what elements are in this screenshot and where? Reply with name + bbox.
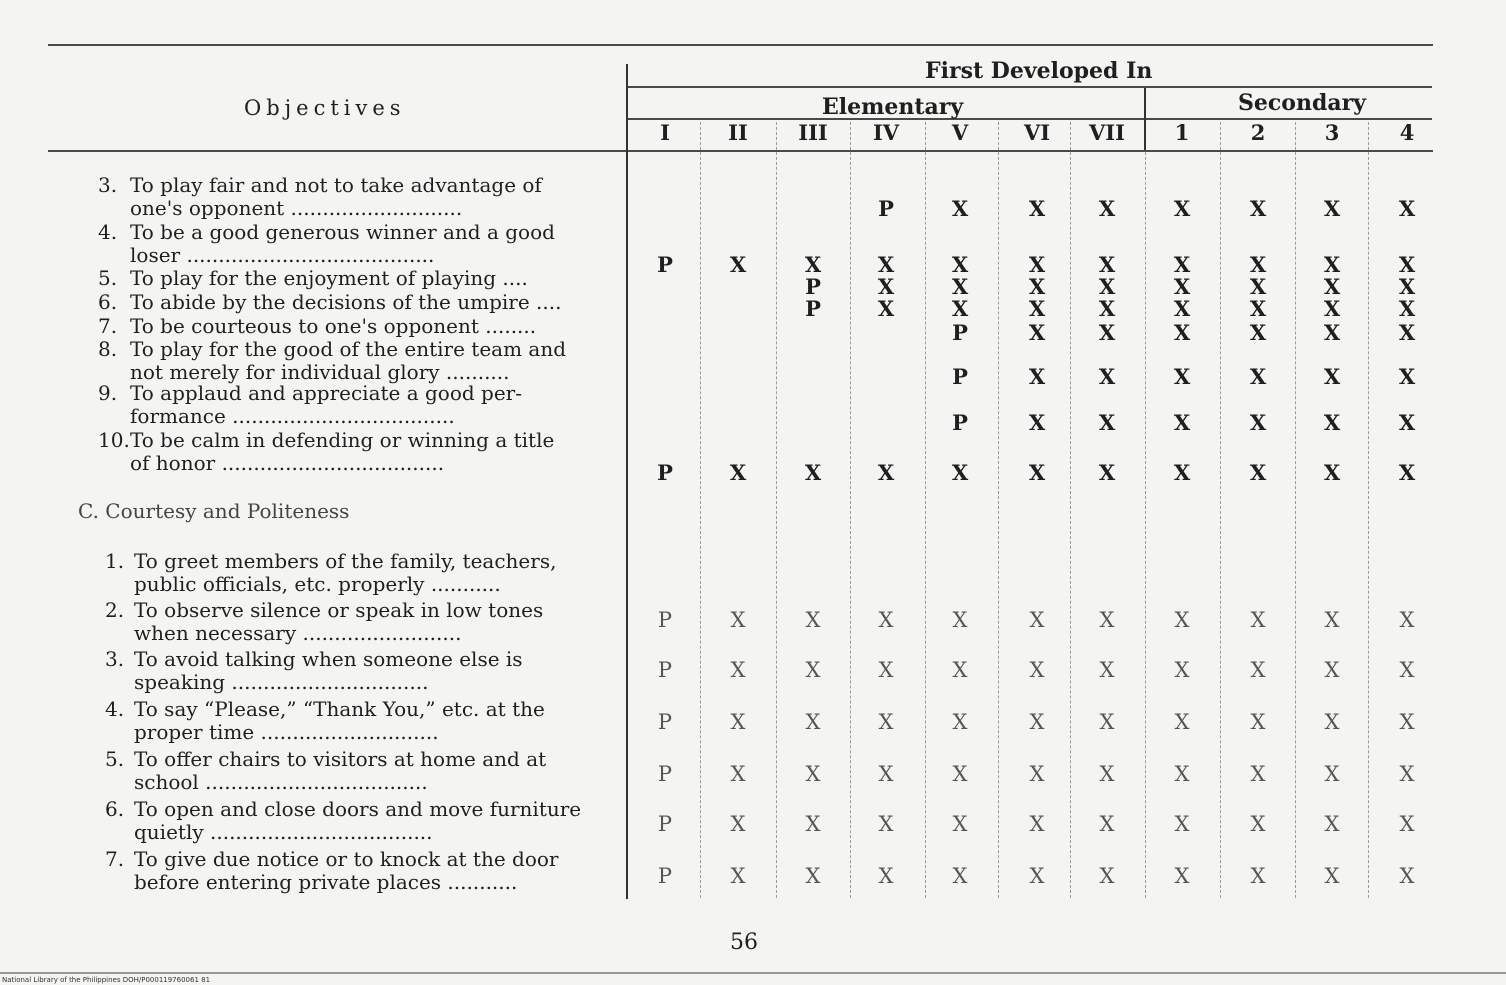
objective-text-line: of honor ...................................	[130, 451, 445, 475]
development-mark: X	[1398, 274, 1416, 299]
column-separator	[700, 122, 701, 898]
development-mark: X	[951, 460, 969, 485]
development-mark: X	[804, 252, 822, 277]
objective-text-line: speaking ...............................	[134, 670, 429, 694]
development-mark: P	[657, 710, 673, 734]
development-mark: X	[1324, 710, 1340, 734]
development-mark: P	[805, 296, 821, 321]
development-mark: X	[1173, 364, 1191, 389]
development-mark: X	[1323, 364, 1341, 389]
development-mark: X	[1323, 196, 1341, 221]
first-developed-in-heading: First Developed In	[925, 58, 1153, 84]
development-mark: X	[1323, 410, 1341, 435]
objective-text-line: formance ...................................	[130, 404, 455, 428]
development-mark: X	[1098, 410, 1116, 435]
objective-text-line: To play for the enjoyment of playing ....	[130, 266, 528, 290]
development-mark: X	[1174, 812, 1190, 836]
development-mark: X	[1098, 320, 1116, 345]
development-mark: X	[730, 812, 746, 836]
development-mark: X	[1399, 608, 1415, 632]
objective-number: 3.	[105, 647, 125, 671]
development-mark: X	[1029, 658, 1045, 682]
development-mark: X	[730, 710, 746, 734]
objective-number: 6.	[98, 290, 118, 314]
development-mark: X	[805, 864, 821, 888]
objective-number: 6.	[105, 797, 125, 821]
development-mark: X	[1174, 658, 1190, 682]
column-label-7: VII	[1089, 120, 1125, 145]
development-mark: X	[1323, 320, 1341, 345]
objective-number: 5.	[98, 266, 118, 290]
development-mark: X	[1099, 608, 1115, 632]
development-mark: X	[1399, 658, 1415, 682]
section-heading-courtesy: C. Courtesy and Politeness	[78, 499, 350, 523]
objective-text-line: To avoid talking when someone else is	[134, 647, 523, 671]
development-mark: X	[1173, 296, 1191, 321]
objective-text-line: To greet members of the family, teachers,	[134, 549, 557, 573]
development-mark: X	[1323, 274, 1341, 299]
development-mark: X	[951, 274, 969, 299]
development-mark: P	[657, 864, 673, 888]
development-mark: X	[1029, 762, 1045, 786]
development-mark: X	[1399, 864, 1415, 888]
development-mark: X	[1098, 460, 1116, 485]
development-mark: X	[1249, 410, 1267, 435]
column-label-3: III	[798, 120, 828, 145]
objective-number: 10.	[98, 428, 130, 452]
development-mark: X	[805, 812, 821, 836]
objective-text-line: To applaud and appreciate a good per-	[130, 381, 523, 405]
development-mark: X	[1249, 252, 1267, 277]
development-mark: X	[1249, 274, 1267, 299]
objective-text-line: To abide by the decisions of the umpire ....	[130, 290, 562, 314]
column-separator	[998, 122, 999, 898]
development-mark: P	[657, 762, 673, 786]
development-mark: X	[952, 762, 968, 786]
development-mark: X	[1028, 320, 1046, 345]
development-mark: X	[1029, 608, 1045, 632]
development-mark: X	[878, 762, 894, 786]
development-mark: X	[805, 658, 821, 682]
development-mark: X	[1398, 364, 1416, 389]
development-mark: X	[805, 608, 821, 632]
objectives-heading: Objectives	[244, 96, 406, 120]
development-mark: X	[1098, 296, 1116, 321]
development-mark: X	[1249, 320, 1267, 345]
development-mark: X	[1399, 710, 1415, 734]
development-mark: X	[1028, 296, 1046, 321]
development-mark: X	[1249, 196, 1267, 221]
column-separator	[776, 122, 777, 898]
secondary-heading: Secondary	[1238, 90, 1366, 116]
development-mark: X	[1250, 710, 1266, 734]
development-mark: X	[877, 460, 895, 485]
development-mark: X	[877, 274, 895, 299]
development-mark: X	[1099, 864, 1115, 888]
objective-number: 2.	[105, 598, 125, 622]
development-mark: X	[1398, 252, 1416, 277]
development-mark: X	[1399, 762, 1415, 786]
development-mark: X	[1028, 460, 1046, 485]
elementary-secondary-divider	[1144, 88, 1146, 150]
development-mark: X	[1098, 364, 1116, 389]
column-separator	[1368, 122, 1369, 898]
development-mark: P	[805, 274, 821, 299]
development-mark: X	[730, 762, 746, 786]
development-mark: X	[877, 252, 895, 277]
column-separator	[1220, 122, 1221, 898]
development-mark: X	[1174, 710, 1190, 734]
column-separator	[1145, 122, 1146, 898]
first-developed-rule	[626, 86, 1432, 88]
objective-text-line: public officials, etc. properly ...........	[134, 572, 501, 596]
objective-text-line: To be a good generous winner and a good	[130, 220, 555, 244]
development-mark: X	[1250, 864, 1266, 888]
development-mark: X	[1324, 608, 1340, 632]
development-mark: X	[952, 608, 968, 632]
objective-number: 1.	[105, 549, 125, 573]
development-mark: X	[1028, 364, 1046, 389]
development-mark: X	[1250, 658, 1266, 682]
objective-text-line: one's opponent ...........................	[130, 196, 463, 220]
development-mark: X	[1398, 320, 1416, 345]
column-label-10: 3	[1324, 120, 1340, 145]
development-mark: X	[1249, 296, 1267, 321]
development-mark: X	[877, 296, 895, 321]
development-mark: X	[1029, 864, 1045, 888]
development-mark: P	[952, 320, 968, 345]
development-mark: P	[657, 460, 673, 485]
objective-text-line: To play fair and not to take advantage of	[130, 173, 542, 197]
development-mark: X	[1173, 410, 1191, 435]
development-mark: X	[952, 658, 968, 682]
development-mark: X	[1324, 658, 1340, 682]
development-mark: X	[1098, 274, 1116, 299]
development-mark: X	[1173, 196, 1191, 221]
column-label-6: VI	[1023, 120, 1051, 145]
objective-number: 5.	[105, 747, 125, 771]
column-label-1: I	[660, 120, 670, 145]
development-mark: X	[1398, 410, 1416, 435]
objective-number: 7.	[105, 847, 125, 871]
development-mark: X	[1249, 460, 1267, 485]
objective-text-line: when necessary .........................	[134, 621, 462, 645]
column-label-2: II	[728, 120, 748, 145]
development-mark: X	[952, 710, 968, 734]
development-mark: X	[1323, 460, 1341, 485]
development-mark: P	[657, 658, 673, 682]
objective-text-line: To be courteous to one's opponent ........	[130, 314, 537, 338]
top-rule	[48, 44, 1433, 46]
development-mark: X	[1098, 252, 1116, 277]
development-mark: X	[730, 658, 746, 682]
development-mark: X	[729, 252, 747, 277]
objective-text-line: To offer chairs to visitors at home and at	[134, 747, 547, 771]
development-mark: X	[1173, 460, 1191, 485]
objective-text-line: proper time ............................	[134, 720, 439, 744]
development-mark: X	[878, 658, 894, 682]
objective-number: 4.	[105, 697, 125, 721]
objective-number: 8.	[98, 337, 118, 361]
development-mark: X	[1028, 274, 1046, 299]
development-mark: P	[952, 410, 968, 435]
column-separator	[1070, 122, 1071, 898]
development-mark: X	[1099, 658, 1115, 682]
development-mark: X	[1249, 364, 1267, 389]
objective-number: 9.	[98, 381, 118, 405]
objective-number: 4.	[98, 220, 118, 244]
development-mark: X	[1174, 864, 1190, 888]
development-mark: X	[1028, 252, 1046, 277]
objective-text-line: school ...................................	[134, 770, 428, 794]
development-mark: X	[1174, 762, 1190, 786]
development-mark: X	[1173, 252, 1191, 277]
development-mark: X	[1028, 196, 1046, 221]
development-mark: X	[1399, 812, 1415, 836]
column-label-4: IV	[872, 120, 900, 145]
development-mark: X	[1324, 864, 1340, 888]
column-label-9: 2	[1250, 120, 1266, 145]
development-mark: X	[878, 608, 894, 632]
development-mark: X	[804, 460, 822, 485]
development-mark: X	[951, 296, 969, 321]
development-mark: P	[657, 252, 673, 277]
objective-number: 3.	[98, 173, 118, 197]
objective-text-line: To be calm in defending or winning a title	[130, 428, 555, 452]
objective-text-line: loser .......................................	[130, 243, 435, 267]
objective-text-line: To play for the good of the entire team and	[130, 337, 567, 361]
development-mark: X	[1398, 460, 1416, 485]
development-mark: X	[1323, 296, 1341, 321]
column-label-11: 4	[1399, 120, 1415, 145]
column-separator	[925, 122, 926, 898]
development-mark: X	[1029, 812, 1045, 836]
development-mark: X	[951, 252, 969, 277]
page-number: 56	[730, 930, 758, 955]
development-mark: X	[1099, 812, 1115, 836]
development-mark: X	[951, 196, 969, 221]
development-mark: X	[952, 864, 968, 888]
development-mark: P	[878, 196, 894, 221]
development-mark: X	[1398, 196, 1416, 221]
column-label-8: 1	[1174, 120, 1190, 145]
development-mark: P	[657, 608, 673, 632]
development-mark: X	[730, 608, 746, 632]
development-mark: P	[952, 364, 968, 389]
development-mark: X	[1099, 762, 1115, 786]
development-mark: X	[729, 460, 747, 485]
development-mark: X	[1324, 762, 1340, 786]
development-mark: X	[1099, 710, 1115, 734]
column-label-5: V	[951, 120, 969, 145]
objective-text-line: To open and close doors and move furniture	[134, 797, 582, 821]
development-mark: X	[805, 762, 821, 786]
column-header-rule	[48, 150, 1433, 152]
objective-text-line: To observe silence or speak in low tones	[134, 598, 544, 622]
development-mark: X	[1398, 296, 1416, 321]
development-mark: X	[1173, 274, 1191, 299]
objective-text-line: not merely for individual glory ..........	[130, 360, 510, 384]
development-mark: X	[1250, 812, 1266, 836]
column-separator	[1295, 122, 1296, 898]
footer-credit: National Library of the Philippines DOH/P000119760061 81	[2, 976, 211, 984]
development-mark: X	[1098, 196, 1116, 221]
development-mark: X	[730, 864, 746, 888]
column-separator	[850, 122, 851, 898]
elementary-heading: Elementary	[822, 94, 964, 120]
objective-text-line: before entering private places ...........	[134, 870, 518, 894]
objective-number: 7.	[98, 314, 118, 338]
development-mark: X	[1173, 320, 1191, 345]
development-mark: X	[1324, 812, 1340, 836]
development-mark: X	[1250, 762, 1266, 786]
development-mark: X	[1028, 410, 1046, 435]
footer-bar	[0, 972, 1506, 974]
development-mark: X	[1323, 252, 1341, 277]
column-separator	[626, 64, 628, 899]
development-mark: X	[1250, 608, 1266, 632]
development-mark: P	[657, 812, 673, 836]
development-mark: X	[878, 812, 894, 836]
development-mark: X	[805, 710, 821, 734]
development-mark: X	[952, 812, 968, 836]
development-mark: X	[1029, 710, 1045, 734]
objective-text-line: To give due notice or to knock at the door	[134, 847, 559, 871]
development-mark: X	[1174, 608, 1190, 632]
development-mark: X	[878, 864, 894, 888]
objective-text-line: quietly ...................................	[134, 820, 433, 844]
development-mark: X	[878, 710, 894, 734]
objective-text-line: To say “Please,” “Thank You,” etc. at the	[134, 697, 545, 721]
